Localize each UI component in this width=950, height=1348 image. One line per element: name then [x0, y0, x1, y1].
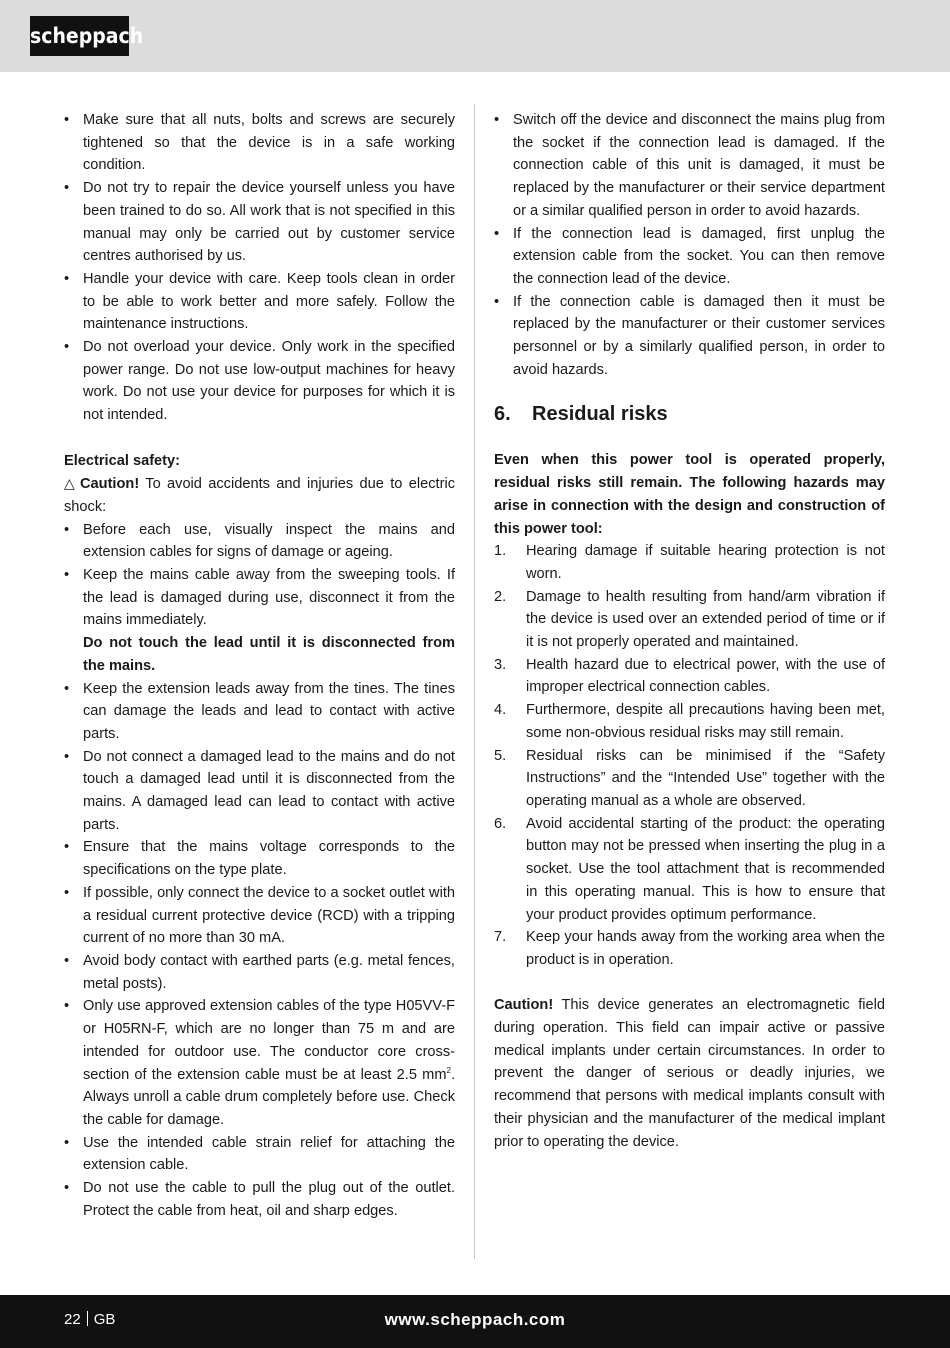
list-item: • Make sure that all nuts, bolts and screws are securely tightened so that the device is in a safe working condition. [64, 112, 455, 174]
page-header [0, 0, 950, 72]
list-item: 3. Health hazard due to electrical power, with the use of improper electrical connection cables. [494, 656, 885, 696]
list-item: • If the connection cable is damaged then it must be replaced by the manufacturer or their customer services personnel or by a similarly qualified person, in order to avoid hazards. [494, 293, 885, 378]
warning-triangle-icon: △ [64, 475, 75, 492]
electrical-caution: △ Caution! To avoid accidents and injuries due to electric shock: [64, 472, 455, 518]
residual-risks-intro: Even when this power tool is operated properly, residual risks still remain. The following hazards may arise in connection with the design and construction of this power tool: [494, 452, 885, 537]
list-item: • Keep the mains cable away from the sweeping tools. If the lead is damaged during use, disconnect it from the mains immediately. Do not touch the lead until it is disconnected from the mains. [64, 567, 455, 674]
list-item: • Do not try to repair the device yourself unless you have been trained to do so. All work that is not specified in this manual may only be carried out by customer service centres authorised by us. [64, 180, 455, 265]
page-footer [0, 1295, 950, 1348]
residual-risks-list [494, 540, 885, 971]
list-item: • Do not use the cable to pull the plug out of the outlet. Protect the cable from heat, oil and sharp edges. [64, 1180, 455, 1219]
left-column [64, 109, 455, 1222]
list-item: 5. Residual risks can be minimised if the “Safety Instructions” and the “Intended Use” together with the operating manual as a whole are observed. [494, 747, 885, 809]
scheppach-logo: scheppach [30, 16, 129, 56]
list-item: • If the connection lead is damaged, first unplug the extension cable from the socket. You can then remove the connection lead of the device. [494, 225, 885, 287]
list-item: 2. Damage to health resulting from hand/arm vibration if the device is used over an extended period of time or if it is not properly operated and maintained. [494, 588, 885, 651]
section-heading: 6. Residual risks [494, 403, 668, 426]
list-item: • Switch off the device and disconnect the mains plug from the socket if the connection lead is damaged. If the connection cable of this unit is damaged, it must be replaced by the manufacturer or their service department or a similar qualified person in order to avoid hazards. [494, 112, 885, 219]
list-item: • Use the intended cable strain relief for attaching the extension cable. [64, 1134, 455, 1174]
list-item: • Do not connect a damaged lead to the mains and do not touch a damaged lead until it is disconnected from the mains. A damaged lead can lead to contact with active parts. [64, 748, 455, 833]
website-link[interactable]: www.scheppach.com [384, 1310, 566, 1329]
list-item: 6. Avoid accidental starting of the product: the operating button may not be pressed when inserting the plug in a socket. Use the tool attachment that is recommended in this operating manual. This is how to ensure that your product provides optimum performance. [494, 815, 885, 923]
cable-safety-list [494, 109, 885, 381]
emf-caution: Caution! This device generates an electromagnetic field during operation. This field can impair active or passive medical implants under certain circumstances. In order to prevent the danger of serious or deadly injuries, we recommend that persons with medical implants consult with their physician and the manufacturer of the medical implant prior to operating the device. [494, 997, 885, 1150]
list-item: • If possible, only connect the device to a socket outlet with a residual current protective device (RCD) with a tripping current of no more than 30 mA. [64, 884, 455, 947]
list-item: 4. Furthermore, despite all precautions having been met, some non-obvious residual risks may still remain. [494, 702, 885, 741]
list-item: • Keep the extension leads away from the tines. The tines can damage the leads and lead to contact with active parts. [64, 680, 455, 742]
list-item: • Before each use, visually inspect the mains and extension cables for signs of damage or ageing. [64, 521, 455, 561]
column-divider [474, 104, 475, 1259]
list-item: • Do not overload your device. Only work in the specified power range. Do not use low-output machines for heavy work. Do not use your device for purposes for which it is not intended. [64, 339, 455, 424]
list-item: • Avoid body contact with earthed parts (e.g. metal fences, metal posts). [64, 953, 455, 992]
list-item: • Handle your device with care. Keep tools clean in order to be able to work better and more safely. Follow the maintenance instructions. [64, 270, 455, 333]
list-item: • Ensure that the mains voltage corresponds to the specifications on the type plate. [64, 839, 455, 879]
list-item: • Only use approved extension cables of the type H05VV-F or H05RN-F, which are no longer than 75 m and are intended for outdoor use. The conductor core cross-section of the extension cable must be at least 2.5 $mm^2$. Always unroll a cable drum completely before use. Check the cable for damage. [64, 998, 455, 1128]
page-number: 22 GB [64, 1311, 116, 1328]
right-column [494, 109, 885, 1153]
electrical-safety-list [64, 519, 455, 1223]
list-item: 1. Hearing damage if suitable hearing protection is not worn. [494, 543, 885, 582]
list-item: 7. Keep your hands away from the working area when the product is in operation. [494, 929, 885, 968]
electrical-safety-heading: Electrical safety: [64, 452, 181, 469]
general-safety-list [64, 109, 455, 427]
